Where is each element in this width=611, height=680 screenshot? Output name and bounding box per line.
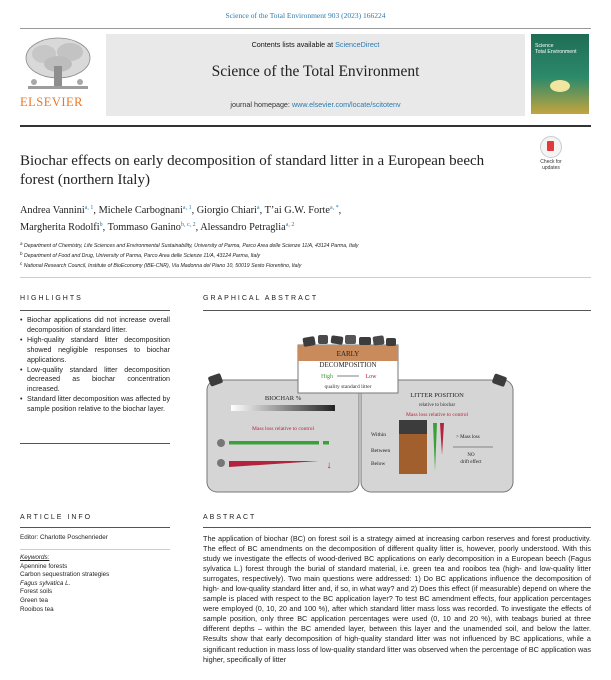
keyword[interactable]: Rooibos tea [20,605,54,613]
highlight-item: • Standard litter decomposition was affected by sample position relative to the biochar layer. [20,395,170,415]
biochar-title: BIOCHAR % [264,395,302,402]
center-title-2: DECOMPOSITION [319,361,377,369]
journal-reference[interactable]: Science of the Total Environment 903 (2023) 166224 [225,11,386,20]
contents-prefix: Contents lists available at [251,40,336,49]
cover-title-1: Science [535,43,554,49]
graphical-abstract-heading: GRAPHICAL ABSTRACT [203,295,319,302]
author-list [20,201,580,235]
highlights-heading: HIGHLIGHTS [20,295,83,302]
position-between: Between [371,448,391,454]
high-quality-marker [323,441,329,445]
author[interactable]: Tommaso Ganino$^{b, c, 2}$, [107,222,201,233]
teabag-low-icon [217,459,225,467]
affiliations [20,240,580,271]
journal-header-box [106,34,525,116]
bookmark-icon [540,136,562,158]
mass-loss-note: > Mass loss [456,435,480,440]
article-info-rule [20,527,170,528]
keyword[interactable]: Forest soils [20,588,53,596]
journal-cover-image[interactable] [531,34,589,114]
abstract-text: The application of biochar (BC) on forest soil is a strategy aimed at increasing carbon reserves and forest productivity. The effect of BC amendments on the decomposition of different quality litter is, however, poorly understood. With this study we investigate the effects of wood-derived BC applications on early decomposition in a European beech (Fagus sylvatica L.) forest through the burial of standard material, i.e. green tea and rooibos tea (high- and low-quality litter surrogates, respectively). Two main questions were addressed: 1) Do BC applications influence the decomposition of high- and low-quality standard litter and, if so, in what way? and 2) Does this effect (if measurable) depend on where the sample is placed with respect to the BC application layer? To test BC amendment effects, four application percentages were employed (0, 10, 20 and 100 %), after which standard litter mass loss was recorded. To investigate the effects of sample position, only three BC application percentages were used (0, 10 and 20 %), with teabags buried at three different depths – within the BC amended layer, between this layer and the unamended soil, and below the latter. Results show that early decomposition of high-quality standard litter was not influenced by BC applications, while a significant reduction in mass loss of low-quality standard litter was observed when the percentage of BC application was higher, specifically of litter [203,534,591,664]
center-subtitle: quality standard litter [324,384,372,390]
graphical-abstract-figure[interactable] [203,315,591,505]
article-info-heading: ARTICLE INFO [20,514,93,521]
author[interactable]: Alessandro Petraglia$^{a, 2}$ [200,222,295,233]
high-quality-bar [229,441,319,445]
check-updates-label: Check for updates [540,159,562,171]
author[interactable]: T’ai G.W. Forte$^{a, *}$, [264,205,342,216]
sciencedirect-link[interactable]: ScienceDirect [335,40,380,49]
title-divider [20,125,591,127]
soil-column [399,434,427,474]
cover-graphic [550,80,570,92]
cover-title [535,43,577,55]
highlight-item: • Low-quality standard litter decomposition decreased as biochar concentration increased. [20,366,170,396]
teabag-high-icon [217,439,225,447]
center-title-1: EARLY [336,350,360,358]
graphical-abstract-rule [203,310,591,311]
relative-to-biochar: relative to biochar [418,403,456,408]
homepage-line [106,100,525,109]
affiliation: $^c$ National Research Council, Institute of BioEconomy (IBE-CNR), Via Madonna del Piano 10, 50019 Sesto Fiorentino, Italy [20,261,302,270]
highlights-list [20,316,170,415]
biochar-gradient [231,405,335,411]
low-label: Low [365,374,377,380]
keywords-block [20,554,170,614]
position-below: Below [371,461,386,467]
position-within: Within [371,432,387,438]
keyword[interactable]: Fagus sylvatica L. [20,579,71,587]
litter-position-title: LITTER POSITION [410,392,464,399]
abstract-heading: ABSTRACT [203,514,257,521]
affiliation: $^b$ Department of Food and Drug, University of Parma, Parco Area delle Scienze 11/A, 43124 Parma, Italy [20,251,261,260]
abstract-rule [203,527,591,528]
author[interactable]: Giorgio Chiari$^a$, [196,205,265,216]
journal-title: Science of the Total Environment [211,63,420,80]
author[interactable]: Michele Carbognani$^{a, 1}$, [98,205,197,216]
elsevier-tree-icon [14,34,102,96]
biochar-layer [399,420,427,434]
keyword[interactable]: Green tea [20,596,49,604]
elsevier-logo[interactable] [14,34,102,120]
affiliation-divider [20,277,591,278]
highlight-item: • Biochar applications did not increase overall decomposition of standard litter. [20,316,170,336]
highlights-bottom-rule [20,443,170,444]
keywords-rule [20,549,170,550]
affiliation: $^a$ Department of Chemistry, Life Sciences and Environmental Sustainability, University of Parma, Parco Area delle Scienze 11/A, 43124 Parma, Italy [20,241,359,249]
paper-title: Biochar effects on early decomposition of standard litter in a European beech forest (northern Italy) [20,153,485,188]
author[interactable]: Margherita Rodolfi$^b$, [20,222,108,233]
biochar-mass-loss-label: Mass loss relative to control [251,426,315,432]
cover-title-2: Total Environment [535,49,577,55]
keyword[interactable]: Carbon sequestration strategies [20,571,110,579]
high-label: High [321,374,333,380]
highlight-item: • High-quality standard litter decomposition showed negligible responses to biochar applications. [20,336,170,366]
no-drift-1: NO [467,453,475,458]
publisher-name: ELSEVIER [20,95,84,109]
homepage-link[interactable]: www.elsevier.com/locate/scitotenv [291,100,401,109]
highlights-rule [20,310,170,311]
keywords-heading: Keywords: [20,554,50,561]
header-divider [20,28,591,29]
decrease-arrow-icon: ↓ [326,460,332,471]
check-for-updates-button[interactable] [537,136,565,171]
no-drift-2: drift effect [460,460,482,465]
position-mass-loss-label: Mass loss relative to control [405,412,469,418]
author[interactable]: Andrea Vannini$^{a, 1}$, [20,205,99,216]
editor-line: Editor: Charlotte Poschenrieder [20,534,108,541]
contents-line [106,40,525,49]
keyword[interactable]: Apennine forests [20,562,68,570]
homepage-prefix: journal homepage: [230,100,292,109]
